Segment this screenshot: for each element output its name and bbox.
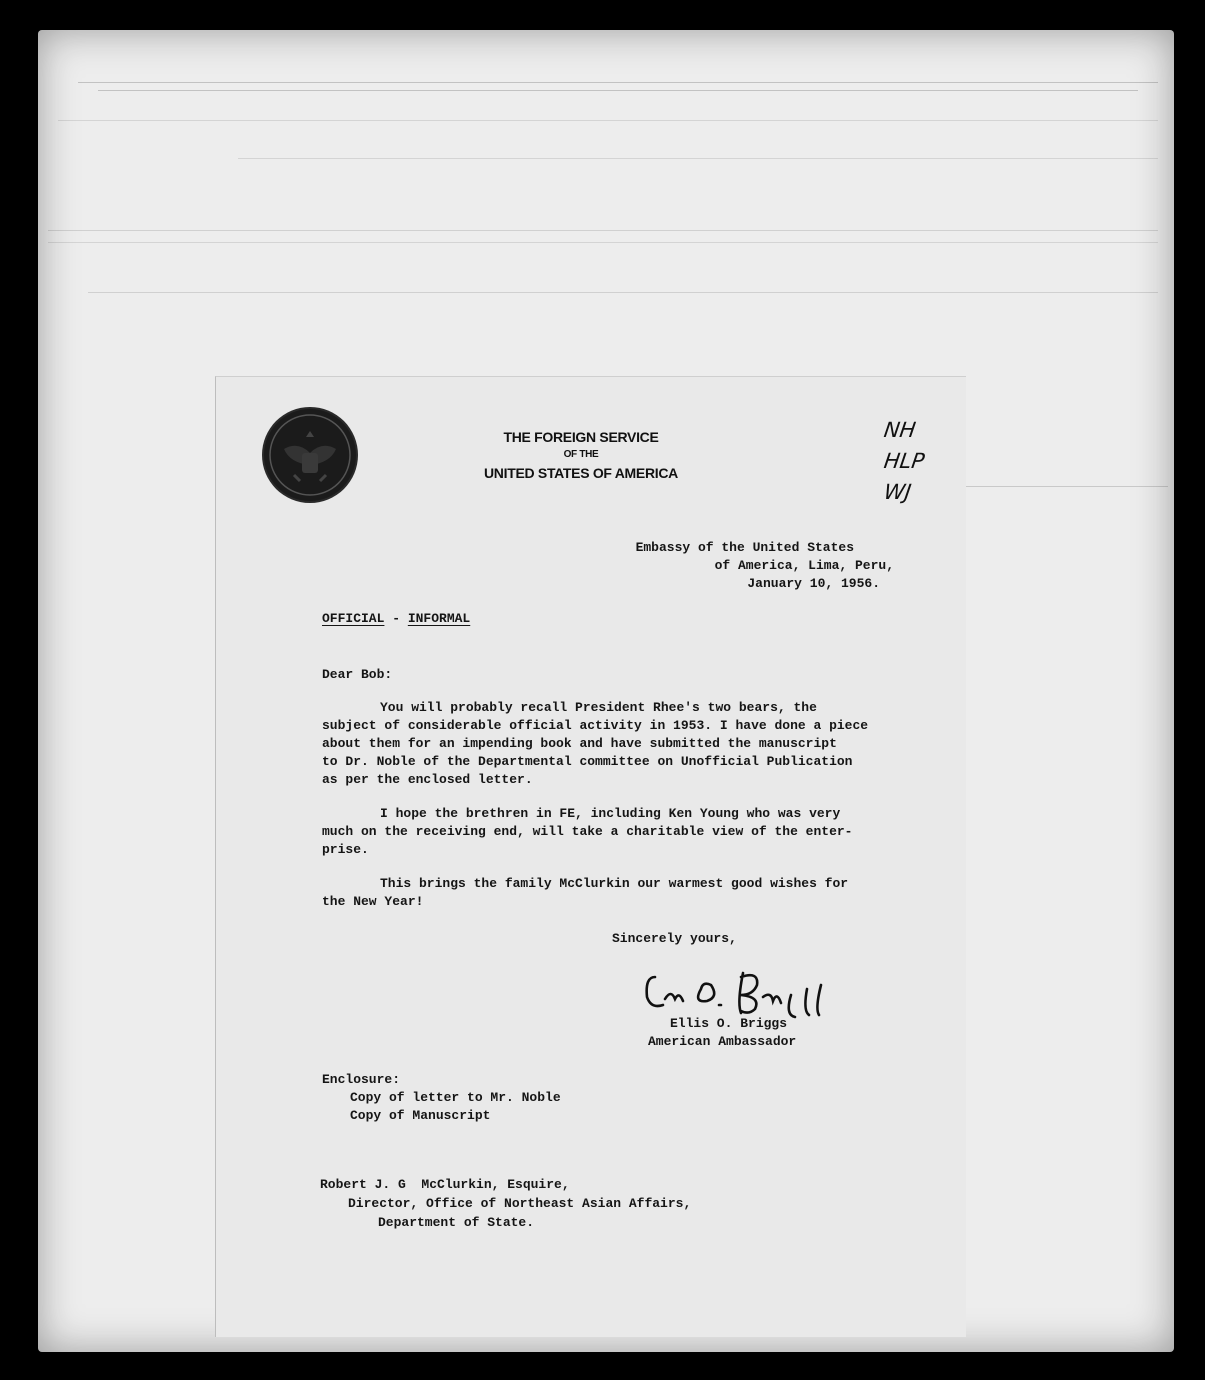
- enclosure-item: Copy of Manuscript: [350, 1108, 491, 1123]
- addressee-line-1: Robert J. G McClurkin, Esquire,: [320, 1177, 570, 1192]
- signer-block: [648, 1015, 796, 1051]
- paragraph-line: to Dr. Noble of the Departmental committee on Unofficial Publication: [322, 754, 853, 769]
- eagle-seal-icon: [264, 409, 356, 501]
- classification-informal: INFORMAL: [407, 611, 471, 626]
- letterhead-line-1: THE FOREIGN SERVICE: [503, 429, 659, 445]
- classification-official: OFFICIAL: [322, 611, 385, 626]
- paragraph-line: subject of considerable official activity in 1953. I have done a piece: [322, 718, 869, 733]
- letter-date: January 10, 1956.: [747, 576, 880, 591]
- paragraph-line: prise.: [322, 842, 369, 857]
- address-line-2: of America, Lima, Peru,: [714, 558, 894, 573]
- paragraph-line: about them for an impending book and have submitted the manuscript: [322, 736, 837, 751]
- letterhead: [456, 427, 706, 483]
- letterhead-line-2: OF THE: [563, 449, 599, 460]
- closing: Sincerely yours,: [612, 931, 737, 946]
- paragraph-line: as per the enclosed letter.: [322, 772, 533, 787]
- initials-2: HLP: [882, 449, 926, 473]
- paragraph-3: [322, 875, 882, 911]
- address-line-1: Embassy of the United States: [635, 540, 854, 555]
- enclosure-label: Enclosure:: [322, 1072, 401, 1087]
- addressee-block: [320, 1175, 691, 1232]
- enclosure-item: Copy of letter to Mr. Noble: [350, 1090, 561, 1105]
- paragraph-line: I hope the brethren in FE, including Ken Young who was very: [380, 806, 841, 821]
- paragraph-1: [322, 699, 882, 789]
- paragraph-line: You will probably recall President Rhee's two bears, the: [380, 700, 817, 715]
- handwritten-initials: [884, 415, 924, 508]
- signer-title: American Ambassador: [648, 1034, 797, 1049]
- paragraph-2: [322, 805, 882, 859]
- letterhead-line-3: UNITED STATES OF AMERICA: [484, 465, 678, 481]
- addressee-line-3: Department of State.: [378, 1215, 535, 1230]
- paragraph-line: the New Year!: [322, 894, 424, 909]
- letter-sheet: [215, 376, 966, 1337]
- paragraph-line: This brings the family McClurkin our warmest good wishes for: [380, 876, 849, 891]
- initials-1: NH: [882, 418, 918, 442]
- enclosure-block: [322, 1071, 561, 1125]
- salutation: Dear Bob:: [322, 667, 393, 682]
- initials-3: WJ: [882, 480, 913, 504]
- embassy-address: [614, 539, 894, 593]
- addressee-line-2: Director, Office of Northeast Asian Affairs,: [348, 1196, 692, 1211]
- signer-name: Ellis O. Briggs: [670, 1016, 788, 1031]
- classification-separator: -: [384, 611, 408, 626]
- classification-marking: [322, 611, 470, 626]
- paragraph-line: much on the receiving end, will take a charitable view of the enter-: [322, 824, 853, 839]
